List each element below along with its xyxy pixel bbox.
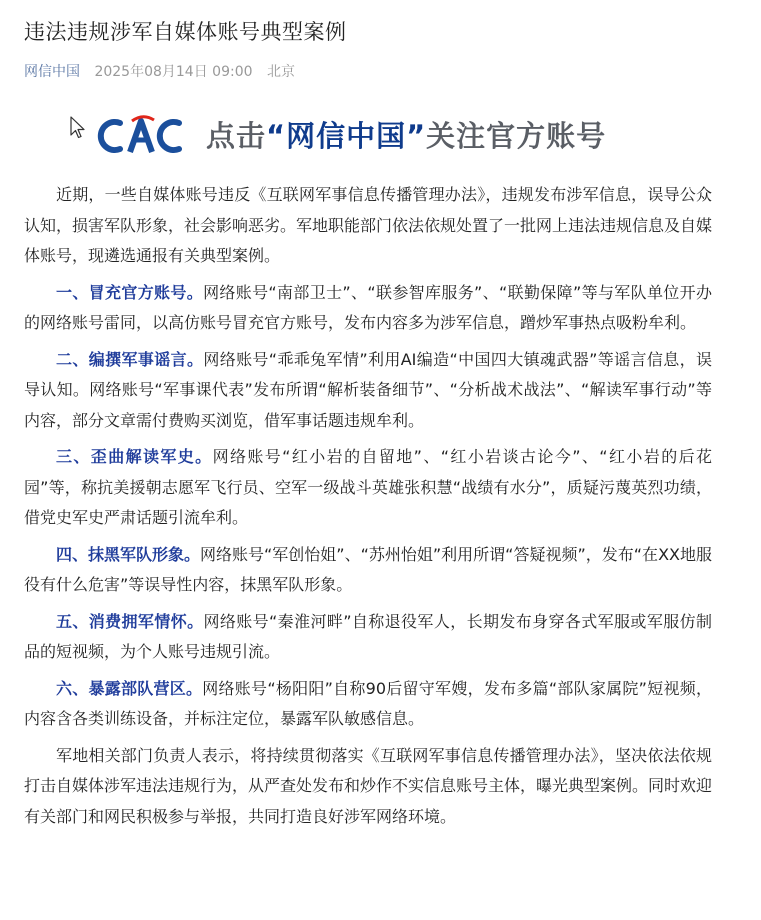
paragraph-text: 网络账号“红小岩的自留地”、“红小岩谈古论今”、“红小岩的后花园”等，称抗美援朝志愿军飞行员、空军一级战斗英雄张积慧“战绩有水分”，质疑污蔑英烈功绩，借党史军史严肃话题引流牟利。 [24,447,712,527]
case-heading: 二、编撰军事谣言。 [56,349,204,369]
article-body [24,180,712,838]
paragraph-text: 网络账号“军创怡姐”、“苏州怡姐”利用所谓“答疑视频”，发布“在XX地服役有什么危害”等误导性内容，抹黑军队形象。 [24,544,712,594]
case-heading: 六、暴露部队营区。 [56,678,203,698]
publish-date: 2025年08月14日 09:00 [94,64,253,80]
paragraph-text: 网络账号“杨阳阳”自称90后留守军嫂，发布多篇“部队家属院”短视频，内容含各类训练设备，并标注定位，暴露军队敏感信息。 [24,678,712,728]
article-title: 违法违规涉军自媒体账号典型案例 [24,20,347,44]
paragraph-case-6 [24,674,712,735]
paragraph-text: 网络账号“秦淮河畔”自称退役军人，长期发布身穿各式军服或军服仿制品的短视频，为个人账号违规引流。 [24,611,712,661]
follow-banner[interactable] [70,110,690,162]
case-heading: 三、歪曲解读军史。 [56,447,213,466]
paragraph-text: 网络账号“乖乖兔军情”利用AI编造“中国四大镇魂武器”等谣言信息，误导认知。网络账号“军事课代表”发布所谓“解析装备细节”、“分析战术战法”、“解读军事行动”等内容，部分文章需付费购买浏览，借军事话题违规牟利。 [24,349,712,430]
source-link[interactable]: 网信中国 [24,64,80,80]
case-heading: 四、抹黑军队形象。 [56,544,201,564]
banner-text [206,116,606,156]
publish-location: 北京 [266,64,295,80]
banner-prefix: 点击 [206,119,267,153]
paragraph-text: 网络账号“南部卫士”、“联参智库服务”、“联勤保障”等与军队单位开办的网络账号雷同，以高仿账号冒充官方账号，发布内容多为涉军信息，蹭炒军事热点吸粉牟利。 [24,282,712,332]
cac-logo-icon [96,114,186,158]
banner-account: “网信中国” [266,119,427,153]
paragraph-text: 近期，一些自媒体账号违反《互联网军事信息传播管理办法》，违规发布涉军信息，误导公众认知，损害军队形象，社会影响恶劣。军地职能部门依法依规处置了一批网上违法违规信息及自媒体账号，现遴选通报有关典型案例。 [24,185,713,265]
case-heading: 五、消费拥军情怀。 [56,611,204,631]
paragraph-text: 军地相关部门负责人表示，将持续贯彻落实《互联网军事信息传播管理办法》，坚决依法依规打击自媒体涉军违法违规行为，从严查处发布和炒作不实信息账号主体，曝光典型案例。同时欢迎有关部门和网民积极参与举报，共同打造良好涉军网络环境。 [24,745,713,826]
paragraph-case-3 [24,442,712,534]
paragraph-case-4 [24,540,712,601]
paragraph-conclusion [24,741,712,833]
article-meta [24,62,305,82]
paragraph-case-1 [24,278,712,339]
case-heading: 一、冒充官方账号。 [56,282,204,302]
paragraph-case-2 [24,345,712,437]
banner-suffix: 关注官方账号 [426,119,607,153]
mouse-cursor-icon [70,116,86,140]
paragraph-case-5 [24,607,712,668]
paragraph-intro [24,180,712,272]
